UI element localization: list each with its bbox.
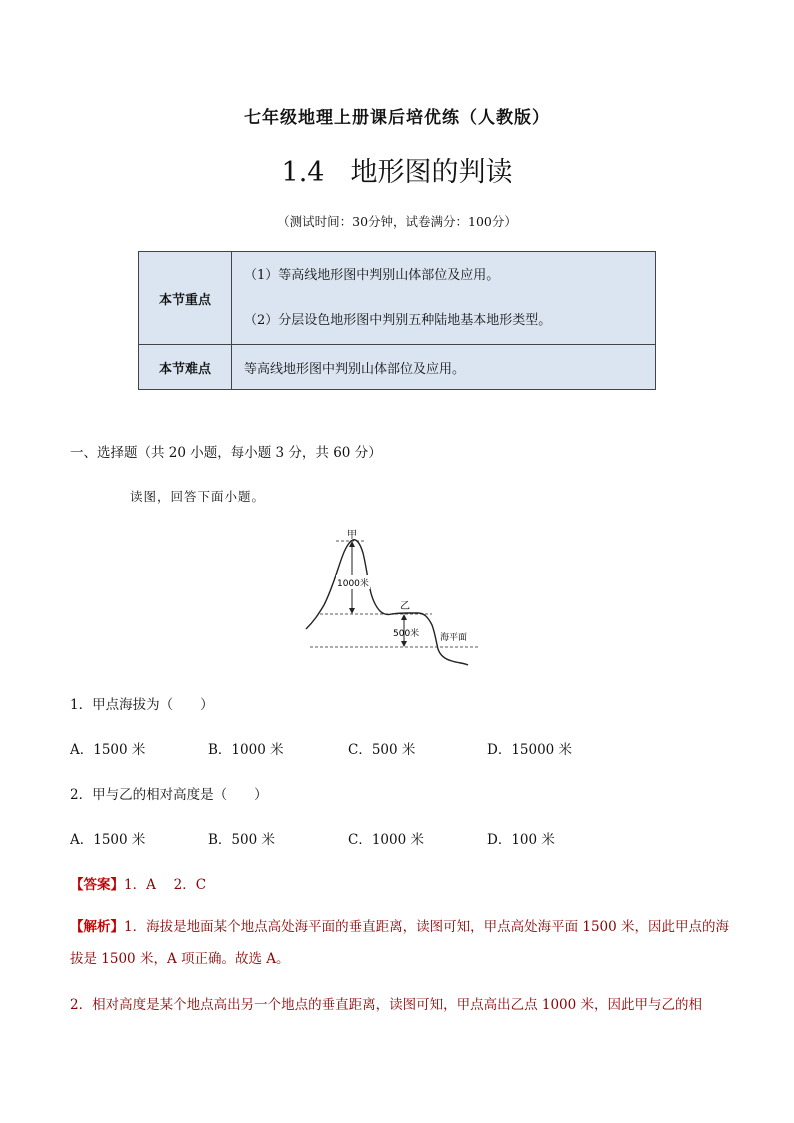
q1-option-b[interactable]: B．1000 米 [208,742,284,758]
arrow-head-down-2 [401,641,407,647]
focus-content [232,252,656,345]
analysis-part-2: 2．相对高度是某个地点高出另一个地点的垂直距离，读图可知，甲点高出乙点 1000 米，因此甲与乙的相 [70,997,703,1013]
point-b-label: 乙 [400,601,410,612]
answer-tag: 【答案】 [70,877,124,893]
test-info: （测试时间：30分钟，试卷满分：100分） [277,214,517,229]
q2-option-b[interactable]: B．500 米 [208,832,275,848]
key-points-table [138,251,656,390]
series-title: 七年级地理上册课后培优练（人教版） [244,108,550,128]
peak-label: 甲 [347,530,357,541]
title-number: 1.4 [281,157,325,188]
analysis-tag: 【解析】 [70,919,124,935]
altitude-diagram [300,525,490,675]
title-text: 地形图的判读 [350,157,513,188]
sea-level-label: 海平面 [440,633,468,643]
q2-option-c[interactable]: C．1000 米 [348,832,424,848]
q1-option-c[interactable]: C．500 米 [348,742,416,758]
q1-option-a[interactable]: A．1500 米 [70,742,146,758]
focus-point-2: （2）分层设色地形图中判别五种陆地基本地形类型。 [244,313,552,328]
question-2-stem: 2．甲与乙的相对高度是（ ） [70,787,268,803]
focus-label: 本节重点 [139,252,232,345]
arrow-head-down-1 [349,608,355,614]
height-label-1: 1000米 [337,579,369,589]
question-intro: 读图，回答下面小题。 [130,489,266,504]
q2-option-a[interactable]: A．1500 米 [70,832,146,848]
difficulty-label: 本节难点 [139,345,232,390]
q2-option-d[interactable]: D．100 米 [487,832,555,848]
answer-line [70,873,206,893]
section-heading: 一、选择题（共 20 小题，每小题 3 分，共 60 分） [70,445,382,461]
mountain-profile [306,540,468,665]
analysis-part-1 [70,911,730,975]
q1-option-d[interactable]: D．15000 米 [487,742,573,758]
page-title [0,150,794,189]
analysis-text-1: 1．海拔是地面某个地点高处海平面的垂直距离，读图可知，甲点高处海平面 1500 米，因此甲点的海拔是 1500 米，A 项正确。故选 A。 [70,919,730,967]
difficulty-text: 等高线地形图中判别山体部位及应用。 [232,345,656,390]
focus-point-1: （1）等高线地形图中判别山体部位及应用。 [244,268,500,283]
arrow-head-up-2 [401,614,407,620]
question-1-stem: 1．甲点海拔为（ ） [70,697,214,713]
answer-text: 1．A 2．C [124,877,207,893]
height-label-2: 500米 [393,629,420,639]
